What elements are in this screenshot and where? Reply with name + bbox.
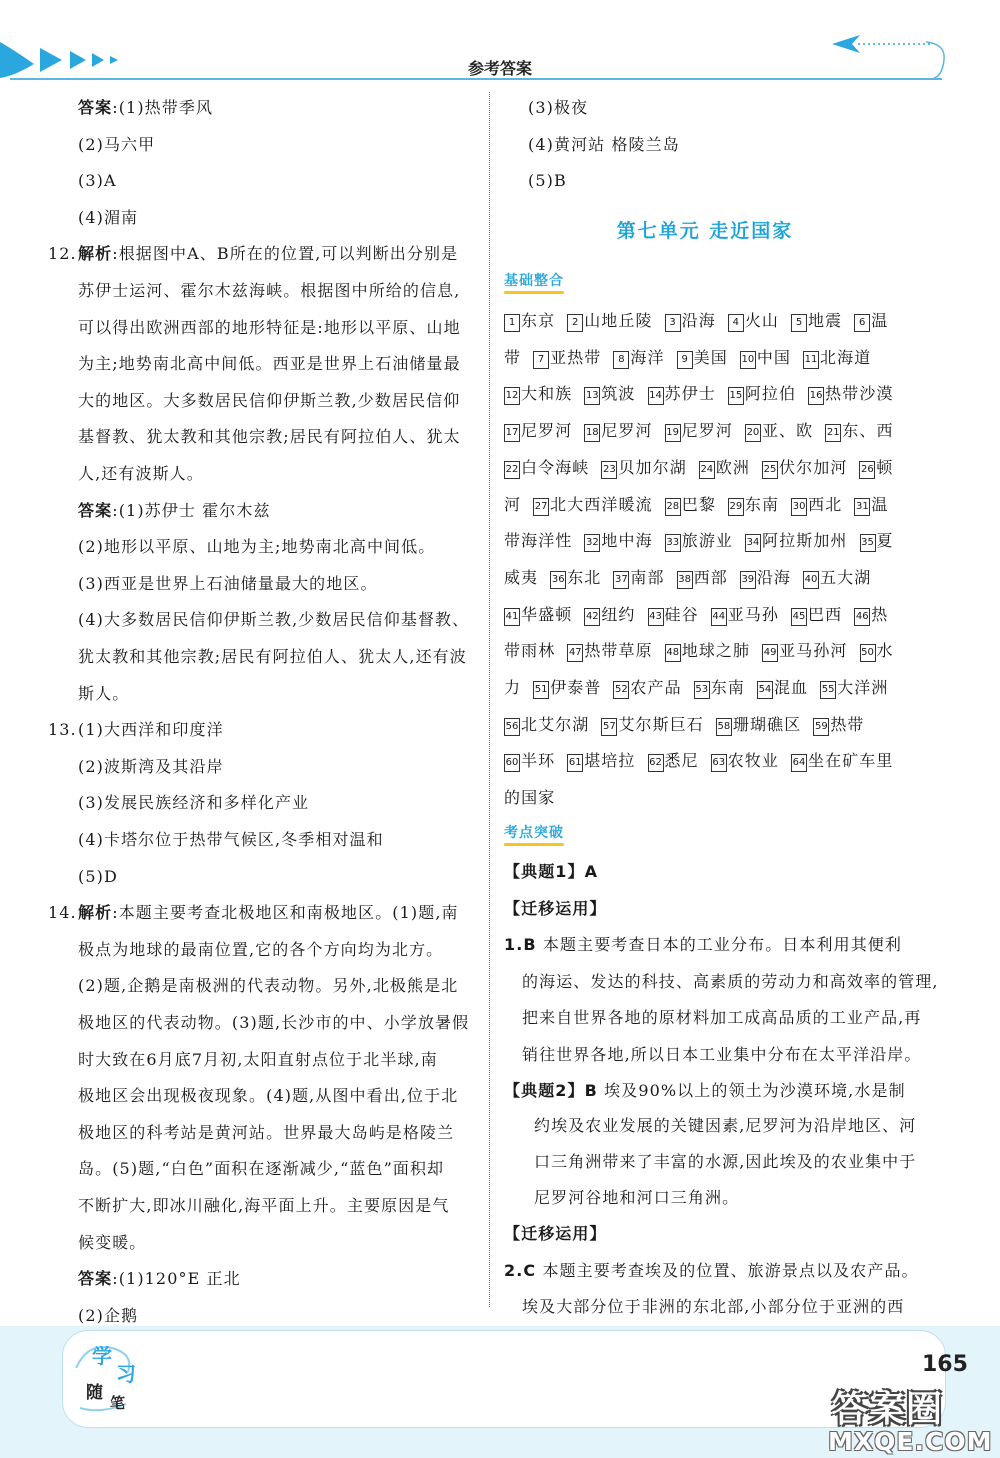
text-segment: 岛。(5)题,“白色”面积在逐渐减少,“蓝色”面积却 <box>78 1159 445 1179</box>
term-text: 尼罗河 <box>681 421 733 441</box>
text-line <box>78 98 213 118</box>
term-text: 珊瑚礁区 <box>732 714 802 734</box>
text-segment: (2)波斯湾及其沿岸 <box>78 756 224 776</box>
text-line <box>504 899 607 919</box>
text-segment: (3)西亚是世界上石油储量最大的地区。 <box>78 573 378 593</box>
term-number-box: 47 <box>567 644 583 662</box>
term-number-box: 58 <box>716 718 732 736</box>
term-number-box: 32 <box>584 534 600 552</box>
term-text: 带雨林 <box>504 641 556 661</box>
text-line <box>78 208 138 228</box>
term-text: 华盛顿 <box>521 604 573 624</box>
term-number-box: 44 <box>711 608 727 626</box>
text-line <box>78 1196 449 1216</box>
term-number-box: 36 <box>550 571 566 589</box>
term-text: 悉尼 <box>664 751 699 771</box>
term-number-box: 53 <box>694 681 710 699</box>
term-number-box: 9 <box>677 351 693 369</box>
text-segment: 斯人。 <box>78 683 130 703</box>
header-title: 参考答案 <box>467 59 532 78</box>
text-line <box>534 1116 916 1136</box>
text-segment: 大的地区。大多数居民信仰伊斯兰教,少数居民信仰 <box>78 390 461 410</box>
unit-title: 第七单元 走近国家 <box>616 220 794 242</box>
text-segment: 候变暖。 <box>78 1232 147 1252</box>
term-text: 苏伊士 <box>664 384 716 404</box>
page-number: 165 <box>922 1352 968 1377</box>
term-number-box: 35 <box>860 534 876 552</box>
term-text: 堪培拉 <box>584 751 636 771</box>
text-segment: 不断扩大,即冰川融化,海平面上升。主要原因是气 <box>78 1196 450 1215</box>
text-segment: :(1)120°E 正北 <box>112 1269 241 1289</box>
text-segment: 可以得出欧洲西部的地形特征是:地形以平原、山地 <box>78 317 461 337</box>
terms-row <box>504 311 888 332</box>
term-number-box: 8 <box>613 351 629 369</box>
term-number-box: 29 <box>728 498 744 516</box>
text-line <box>78 1159 444 1179</box>
term-number-box: 51 <box>533 681 549 699</box>
text-segment: 约埃及农业发展的关键因素,尼罗河为沿岸地区、河 <box>534 1116 917 1135</box>
term-text: 地球之肺 <box>681 641 751 661</box>
text-line <box>78 1269 241 1289</box>
text-line <box>78 1086 458 1106</box>
term-text: 东北 <box>567 567 602 587</box>
text-line <box>78 171 117 191</box>
term-number-box: 27 <box>533 498 549 516</box>
term-text: 北大西洋暖流 <box>550 494 653 514</box>
text-line <box>522 1045 922 1065</box>
terms-row <box>504 568 871 589</box>
term-text: 混血 <box>773 678 809 697</box>
logo-char-1: 学 <box>92 1344 112 1368</box>
terms-row <box>504 458 894 479</box>
term-number-box: 62 <box>648 754 664 772</box>
text-line <box>522 1297 904 1317</box>
term-number-box: 31 <box>854 498 870 516</box>
term-text: 阿拉斯加州 <box>762 531 848 551</box>
terms-row <box>504 715 865 736</box>
terms-row <box>504 495 888 516</box>
term-number-box: 13 <box>584 387 600 405</box>
term-text: 农牧业 <box>727 751 780 771</box>
term-text: 西北 <box>808 494 843 514</box>
bold-label: 解析 <box>78 244 113 264</box>
text-line <box>78 940 443 960</box>
term-text: 农产品 <box>630 678 682 697</box>
question-number: 14. <box>48 903 77 923</box>
text-line <box>504 1261 919 1281</box>
term-number-box: 15 <box>728 387 744 405</box>
term-number-box: 1 <box>504 314 520 332</box>
text-line <box>78 501 271 521</box>
term-text: 中国 <box>756 347 792 367</box>
term-number-box: 2 <box>567 314 583 332</box>
watermark-logo-text: 答案圈 <box>832 1389 944 1430</box>
text-line <box>78 830 384 850</box>
text-segment: (3)发展民族经济和多样化产业 <box>78 793 310 813</box>
term-text: 亚马孙 <box>727 604 780 624</box>
term-text: 带 <box>504 347 522 367</box>
text-line <box>78 318 461 338</box>
text-segment: :(1)热带季风 <box>112 98 214 117</box>
term-number-box: 25 <box>762 461 778 479</box>
text-line <box>528 171 567 191</box>
term-text: 力 <box>504 678 522 697</box>
terms-row <box>504 531 894 552</box>
term-number-box: 7 <box>533 351 549 369</box>
term-number-box: 20 <box>745 424 761 442</box>
term-text: 沿海 <box>681 311 716 330</box>
term-number-box: 34 <box>745 534 761 552</box>
term-text: 伏尔加河 <box>779 457 848 477</box>
term-text: 艾尔斯巨石 <box>618 714 704 734</box>
text-line <box>522 972 939 992</box>
question-number: 13. <box>48 720 77 740</box>
term-text: 的国家 <box>504 788 556 808</box>
section-basic-integration-text: 基础整合 <box>504 273 564 289</box>
text-segment: 本题主要考查日本的工业分布。日本利用其便利 <box>536 935 903 954</box>
term-text: 南部 <box>630 567 665 587</box>
term-number-box: 50 <box>860 644 876 662</box>
logo-char-3: 随 <box>86 1383 103 1403</box>
text-line <box>78 867 118 887</box>
term-text: 热带 <box>830 714 865 734</box>
text-segment: 基督教、犹太教和其他宗教;居民有阿拉伯人、犹太 <box>78 427 461 447</box>
term-number-box: 22 <box>504 461 520 479</box>
term-text: 带海洋性 <box>504 531 573 551</box>
term-text: 温 <box>871 494 889 514</box>
term-text: 尼罗河 <box>521 421 573 441</box>
term-number-box: 17 <box>504 424 520 442</box>
text-segment: 极地区的科考站是黄河站。世界最大岛屿是格陵兰 <box>78 1122 455 1142</box>
text-segment: (2)企鹅 <box>78 1305 139 1325</box>
section-key-points-label <box>504 822 564 842</box>
footer-notes-band <box>62 1330 946 1428</box>
text-line <box>78 281 460 301</box>
terms-row <box>504 421 894 442</box>
term-text: 东京 <box>521 311 556 330</box>
term-number-box: 43 <box>648 608 664 626</box>
text-line <box>534 1188 739 1208</box>
text-line <box>78 427 461 447</box>
text-line <box>78 1050 438 1070</box>
term-text: 贝加尔湖 <box>618 457 687 477</box>
term-text: 热 <box>871 604 889 624</box>
text-segment: (2)题,企鹅是南极洲的代表动物。另外,北极熊是北 <box>78 976 459 996</box>
text-segment: 极点为地球的最南位置,它的各个方向均为北方。 <box>78 939 444 959</box>
text-line <box>78 135 155 155</box>
text-line <box>528 98 588 118</box>
terms-row <box>504 751 894 772</box>
term-text: 夏 <box>876 531 894 551</box>
term-text: 坐在矿车里 <box>808 751 894 771</box>
term-number-box: 12 <box>504 387 520 405</box>
term-text: 五大湖 <box>820 567 872 587</box>
bold-label: 解析 <box>78 903 113 923</box>
term-text: 阿拉伯 <box>744 384 797 404</box>
term-number-box: 3 <box>665 314 681 332</box>
terms-row <box>504 384 894 405</box>
text-segment: 人,还有波斯人。 <box>78 464 204 483</box>
term-text: 地震 <box>808 311 843 330</box>
logo-char-2: 习 <box>116 1362 136 1386</box>
term-number-box: 11 <box>803 351 819 369</box>
header-right-arrow-decoration <box>830 30 948 80</box>
text-segment: (2)马六甲 <box>78 134 156 154</box>
term-text: 海洋 <box>630 347 665 367</box>
term-text: 亚热带 <box>550 347 602 367</box>
term-number-box: 41 <box>504 608 520 626</box>
term-number-box: 40 <box>803 571 819 589</box>
column-divider <box>489 92 490 1307</box>
term-text: 半环 <box>521 751 556 771</box>
term-number-box: 46 <box>854 608 870 626</box>
term-text: 东南 <box>710 678 745 697</box>
term-number-box: 21 <box>825 424 841 442</box>
bold-label: 答案 <box>78 98 113 117</box>
term-number-box: 26 <box>859 461 875 479</box>
bold-label: 1.B <box>504 935 537 954</box>
text-line <box>78 1123 454 1143</box>
term-number-box: 42 <box>584 608 600 626</box>
section-key-points-text: 考点突破 <box>504 825 564 841</box>
term-text: 河 <box>504 494 522 514</box>
text-segment: (4)湄南 <box>78 207 139 227</box>
term-number-box: 48 <box>665 644 681 662</box>
term-text: 纽约 <box>601 604 636 624</box>
text-line <box>78 647 467 667</box>
term-number-box: 37 <box>613 571 629 589</box>
term-number-box: 52 <box>613 681 629 699</box>
text-line <box>78 391 460 411</box>
text-segment: 销往世界各地,所以日本工业集中分布在太平洋沿岸。 <box>522 1045 922 1064</box>
text-segment: (3)极夜 <box>528 98 589 117</box>
term-number-box: 30 <box>791 498 807 516</box>
term-text: 火山 <box>744 311 780 330</box>
term-text: 东南 <box>744 494 780 514</box>
term-number-box: 49 <box>762 644 778 662</box>
text-line <box>78 354 461 374</box>
bold-label: 2.C <box>504 1261 537 1280</box>
text-segment: 尼罗河谷地和河口三角洲。 <box>534 1188 740 1207</box>
term-text: 热带草原 <box>584 641 653 661</box>
text-segment: 把来自世界各地的原材料加工成高品质的工业产品,再 <box>522 1008 922 1027</box>
text-segment: 埃及大部分位于非洲的东北部,小部分位于亚洲的西 <box>522 1297 905 1316</box>
term-number-box: 60 <box>504 754 520 772</box>
text-segment: (3)A <box>78 171 117 191</box>
term-text: 旅游业 <box>681 531 734 551</box>
text-line <box>504 1081 906 1101</box>
text-line <box>78 1013 469 1033</box>
term-text: 伊泰普 <box>550 678 602 697</box>
term-text: 尼罗河 <box>601 421 653 441</box>
text-segment: (2)地形以平原、山地为主;地势南北高中间低。 <box>78 537 436 557</box>
term-number-box: 33 <box>665 534 681 552</box>
text-segment: 犹太教和其他宗教;居民有阿拉伯人、犹太人,还有波 <box>78 647 467 666</box>
text-segment: 极地区会出现极夜现象。(4)题,从图中看出,位于北 <box>78 1086 459 1106</box>
text-line <box>78 793 309 813</box>
text-segment: 口三角洲带来了丰富的水源,因此埃及的农业集中于 <box>534 1152 917 1171</box>
bold-label: 【典题2】B <box>504 1081 598 1100</box>
text-segment: 为主;地势南北高中间低。西亚是世界上石油储量最 <box>78 354 461 374</box>
term-text: 巴黎 <box>681 494 716 514</box>
term-text: 筑波 <box>601 384 636 404</box>
text-line <box>504 1224 607 1244</box>
term-text: 沿海 <box>756 567 792 587</box>
term-number-box: 6 <box>854 314 870 332</box>
text-line <box>78 610 469 630</box>
terms-row <box>504 348 871 369</box>
term-text: 热带沙漠 <box>825 384 894 404</box>
text-segment: (1)大西洋和印度洋 <box>78 720 224 740</box>
bold-label: 【典题1】A <box>504 862 599 881</box>
term-number-box: 59 <box>813 718 829 736</box>
term-number-box: 39 <box>740 571 756 589</box>
term-number-box: 38 <box>677 571 693 589</box>
terms-row <box>504 641 894 662</box>
text-line <box>534 1152 916 1172</box>
term-text: 山地丘陵 <box>584 311 653 330</box>
text-segment: :(1)苏伊士 霍尔木兹 <box>112 500 271 520</box>
text-line <box>78 464 204 484</box>
terms-row <box>504 788 555 808</box>
text-line <box>48 903 459 923</box>
term-number-box: 61 <box>567 754 583 772</box>
term-text: 硅谷 <box>664 604 699 624</box>
section-basic-integration-label <box>504 270 564 290</box>
header-rule <box>10 78 942 80</box>
term-number-box: 19 <box>665 424 681 442</box>
term-text: 西部 <box>693 567 728 587</box>
term-number-box: 45 <box>791 608 807 626</box>
text-line <box>504 935 902 955</box>
term-number-box: 28 <box>665 498 681 516</box>
text-line <box>78 757 224 777</box>
term-number-box: 56 <box>504 718 520 736</box>
text-segment: 的海运、发达的科技、高素质的劳动力和高效率的管理, <box>522 972 939 991</box>
text-line <box>78 1233 146 1253</box>
text-segment: 苏伊士运河、霍尔木兹海峡。根据图中所给的信息, <box>78 281 461 300</box>
text-line <box>504 862 598 882</box>
text-line <box>78 1306 138 1326</box>
text-segment: 时大致在6月底7月初,太阳直射点位于北半球,南 <box>78 1049 438 1069</box>
term-number-box: 64 <box>791 754 807 772</box>
logo-char-4: 笔 <box>110 1394 126 1412</box>
term-number-box: 4 <box>728 314 744 332</box>
text-segment: (5)B <box>528 171 567 191</box>
text-segment: 本题主要考查埃及的位置、旅游景点以及农产品。 <box>536 1261 919 1280</box>
text-line <box>78 684 129 704</box>
watermark-url: MXQE.COM <box>828 1427 993 1456</box>
terms-row <box>504 605 888 626</box>
term-text: 地中海 <box>601 531 653 551</box>
term-text: 巴西 <box>808 604 843 624</box>
study-notes-logo <box>70 1338 150 1416</box>
term-number-box: 5 <box>791 314 807 332</box>
term-number-box: 14 <box>648 387 664 405</box>
bold-label: 【迁移运用】 <box>504 899 607 918</box>
term-number-box: 54 <box>757 681 773 699</box>
term-text: 大和族 <box>521 384 573 404</box>
text-segment: (4)卡塔尔位于热带气候区,冬季相对温和 <box>78 830 384 849</box>
text-line <box>522 1008 922 1028</box>
term-number-box: 24 <box>699 461 715 479</box>
question-number: 12. <box>48 244 77 264</box>
text-line <box>528 135 680 155</box>
text-segment: (5)D <box>78 866 118 886</box>
term-text: 欧洲 <box>715 457 751 477</box>
term-text: 亚马孙河 <box>779 641 848 661</box>
term-text: 亚、欧 <box>761 421 814 441</box>
bold-label: 答案 <box>78 500 113 520</box>
bold-label: 答案 <box>78 1269 113 1289</box>
bold-label: 【迁移运用】 <box>504 1224 607 1243</box>
text-line <box>78 574 378 594</box>
text-segment: 极地区的代表动物。(3)题,长沙市的中、小学放暑假 <box>78 1013 470 1032</box>
term-number-box: 63 <box>711 754 727 772</box>
terms-row <box>504 678 888 699</box>
term-text: 温 <box>871 311 889 330</box>
text-line <box>78 537 435 557</box>
term-text: 北艾尔湖 <box>521 714 590 734</box>
text-segment: :本题主要考查北极地区和南极地区。(1)题,南 <box>112 903 459 923</box>
text-line <box>78 976 458 996</box>
term-text: 顿 <box>876 457 894 477</box>
term-number-box: 55 <box>820 681 836 699</box>
text-segment: :根据图中A、B所在的位置,可以判断出分别是 <box>112 244 459 264</box>
term-text: 东、西 <box>842 421 894 441</box>
term-text: 北海道 <box>820 347 872 367</box>
term-number-box: 16 <box>808 387 824 405</box>
text-segment: (4)黄河站 格陵兰岛 <box>528 134 680 154</box>
term-text: 水 <box>876 641 894 661</box>
term-text: 大洋洲 <box>837 678 889 697</box>
term-text: 威夷 <box>504 567 539 587</box>
term-text: 白令海峡 <box>521 457 590 477</box>
text-line <box>48 244 458 264</box>
text-segment: 埃及90%以上的领土为沙漠环境,水是制 <box>597 1081 906 1100</box>
term-text: 美国 <box>693 347 728 367</box>
term-number-box: 18 <box>584 424 600 442</box>
term-number-box: 23 <box>601 461 617 479</box>
text-line <box>48 720 224 740</box>
term-number-box: 10 <box>740 351 756 369</box>
text-segment: (4)大多数居民信仰伊斯兰教,少数居民信仰基督教、 <box>78 610 470 630</box>
term-number-box: 57 <box>601 718 617 736</box>
